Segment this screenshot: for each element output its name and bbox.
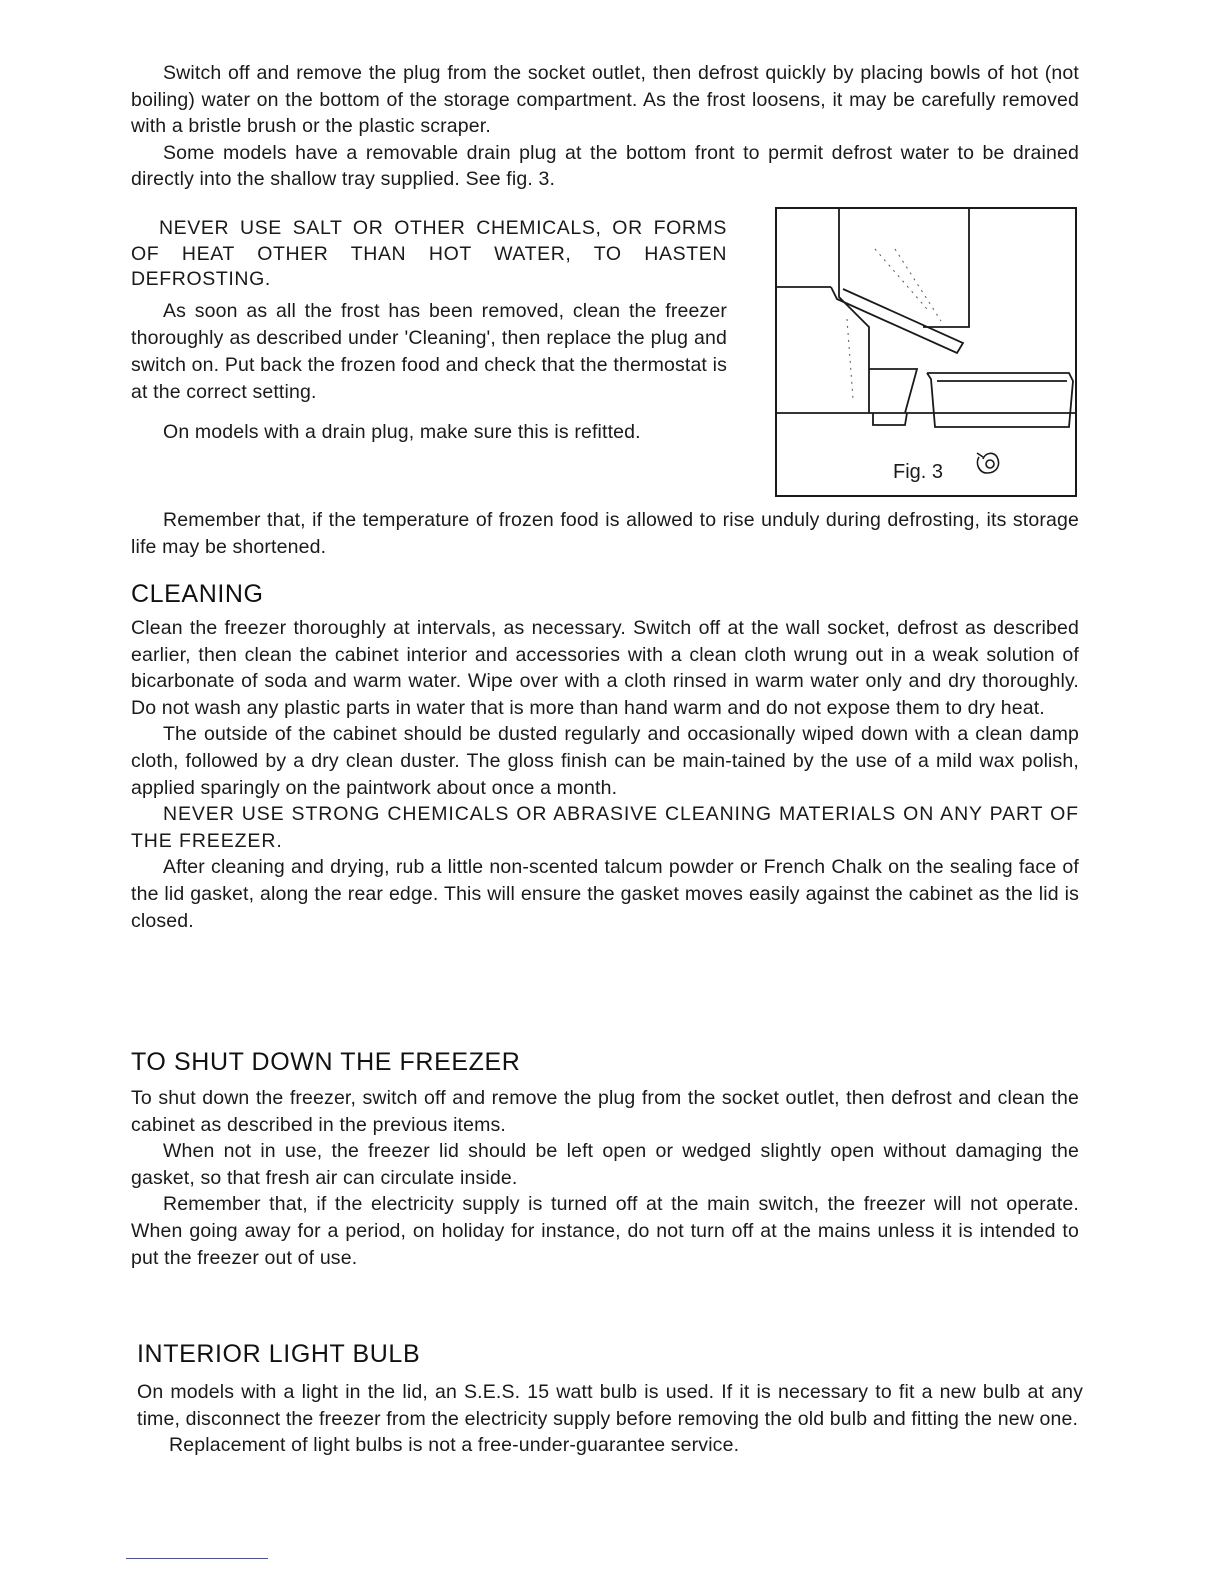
defrost-intro: [131, 60, 1079, 193]
figure-3: [775, 207, 1077, 497]
shutdown-section: [131, 1048, 1079, 1271]
defrost-paragraph-4: On models with a drain plug, make sure this is refitted.: [163, 420, 641, 443]
bulb-section: [137, 1340, 1083, 1459]
cleaning-warning: NEVER USE STRONG CHEMICALS OR ABRASIVE CLEANING MATERIALS ON ANY PART OF THE FREEZER.: [131, 803, 1079, 852]
defrost-warning: NEVER USE SALT OR OTHER CHEMICALS, OR FORMS OF HEAT OTHER THAN HOT WATER, TO HASTEN DEFROSTING.: [131, 217, 727, 291]
footer-rule: [126, 1558, 268, 1559]
bulb-paragraph-2: Replacement of light bulbs is not a free-under-guarantee service.: [169, 1434, 740, 1457]
cleaning-section: [131, 580, 1079, 934]
shutdown-paragraph-1: To shut down the freezer, switch off and remove the plug from the socket outlet, then defrost and clean the cabinet as described in the previous items.: [131, 1087, 1079, 1136]
defrost-paragraph-3: As soon as all the frost has been removed, clean the freezer thoroughly as described under 'Cleaning', then replace the plug and switch on. Put back the frozen food and check that the thermostat is at the correct setting.: [131, 299, 727, 404]
bulb-paragraph-1: On models with a light in the lid, an S.E.S. 15 watt bulb is used. If it is necessary to fit a new bulb at any time, disconnect the freezer from the electricity supply before removing the old bulb and fitting the new one.: [137, 1381, 1083, 1430]
cleaning-paragraph-3: After cleaning and drying, rub a little non-scented talcum powder or French Chalk on the sealing face of the lid gasket, along the rear edge. This will ensure the gasket moves easily against the cabinet as the lid is closed.: [131, 856, 1079, 932]
defrost-paragraph-1: Switch off and remove the plug from the socket outlet, then defrost quickly by placing bowls of hot (not boiling) water on the bottom of the storage compartment. As the frost loosens, it may be carefully removed with a bristle brush or the plastic scraper.: [131, 62, 1079, 138]
defrost-remember: [131, 507, 1079, 560]
defrost-paragraph-2: Some models have a removable drain plug at the bottom front to permit defrost water to be drained directly into the shallow tray supplied. See fig. 3.: [131, 141, 1079, 191]
figure-label: Fig. 3: [893, 461, 944, 483]
cleaning-paragraph-1: Clean the freezer thoroughly at intervals, as necessary. Switch off at the wall socket, defrost as described earlier, then clean the cabinet interior and accessories with a clean cloth wrung out in a weak solution of bicarbonate of soda and warm water. Wipe over with a cloth rinsed in warm water only and dry thoroughly. Do not wash any plastic parts in water that is more than hand warm and do not expose them to dry heat.: [131, 617, 1079, 719]
shutdown-heading: TO SHUT DOWN THE FREEZER: [131, 1048, 521, 1076]
drain-plug-icon: [973, 449, 1007, 479]
bulb-heading: INTERIOR LIGHT BULB: [137, 1340, 421, 1368]
cleaning-paragraph-2: The outside of the cabinet should be dusted regularly and occasionally wiped down with a clean damp cloth, followed by a dry clean duster. The gloss finish can be main-tained by the use of a mild wax polish, applied sparingly on the paintwork about once a month.: [131, 723, 1079, 799]
defrost-paragraph-5: Remember that, if the temperature of frozen food is allowed to rise unduly during defrosting, its storage life may be shortened.: [131, 509, 1079, 558]
drain-plug-diagram: [777, 209, 1075, 495]
shutdown-paragraph-2: When not in use, the freezer lid should be left open or wedged slightly open without damaging the gasket, so that fresh air can circulate inside.: [131, 1140, 1079, 1189]
defrost-left-column: [131, 216, 727, 445]
shutdown-paragraph-3: Remember that, if the electricity supply is turned off at the main switch, the freezer will not operate. When going away for a period, on holiday for instance, do not turn off at the mains unless it is intended to put the freezer out of use.: [131, 1193, 1079, 1269]
cleaning-heading: CLEANING: [131, 580, 264, 608]
